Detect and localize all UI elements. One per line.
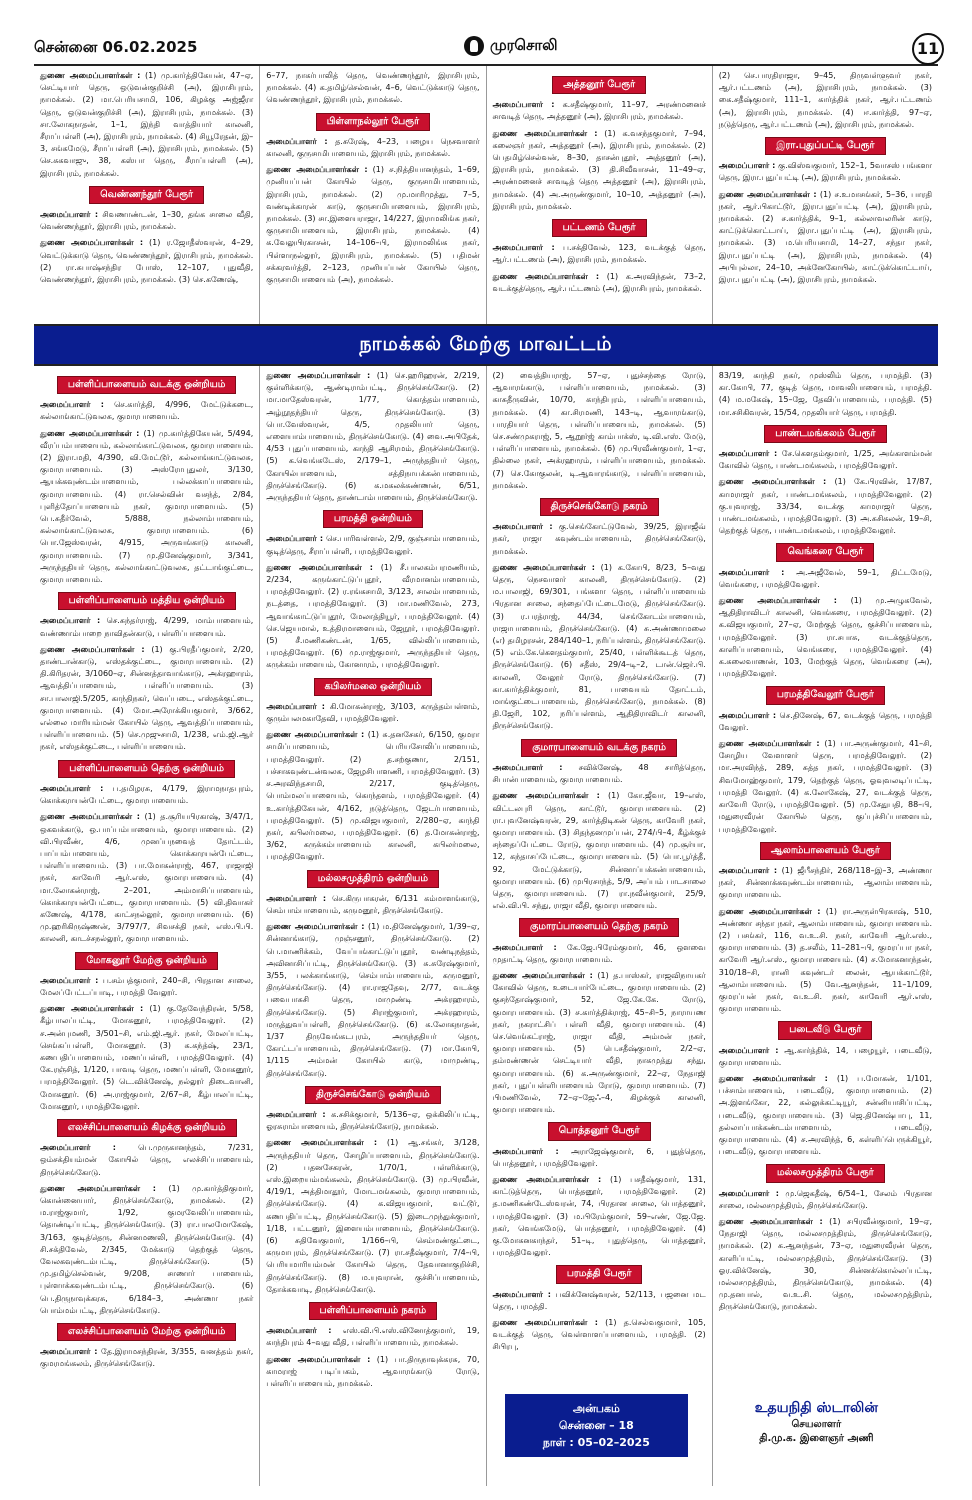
entry-text: (1) செ.ஹரிஹரன், 2/219, குள்ளிக்காடு, ஆண்டிராம்பட்டி, திருச்செங்கோடு. (2) மா.மாதேஸ்வரன், 1/77, கொத்தம்பாளையம், அழ்நூதந்தியர் தெரு, திருச்செங்கோடு. (3) பொ.வேஸ்வரன், 4/5, முதலியார் தெரு, எளையாம்பாளையம், திருச்செங்கோடு. (4) வை.அபிதேக், 4/53 புதுப்பாளையம், காந்தி ஆசிரமம், திருச்செங்கோடு. (5) க.வெங்கடேஸ், 2/179–1, அருந்ததியர் தெரு, கோயில்பாளையம், சத்திநாயக்கன்பாளையம், திருச்செங்கோடு. (6) க.மகலக்கண்ணன், 6/51, அருந்ததியர் தெரு, தாண்டாம்பாளையம், திருச்செங்கோடு. xyxy=(266,371,480,503)
entry-label: துணை அமைப்பாளர்கள் : xyxy=(492,562,595,572)
entry-label: அமைப்பாளர் : xyxy=(266,1326,332,1336)
section-heading: மல்லசமுத்திரம் ஒன்றியம் xyxy=(307,870,439,888)
member-entry xyxy=(719,189,932,287)
section-heading: பொத்தனூர் பேரூர் xyxy=(548,1122,651,1140)
entry-text: மு.ஜெகதீஷ், 6/54–1, சேலம் பிரதான சாலை, மல்லசமுத்திரம், திருச்செங்கோடு. xyxy=(718,1188,933,1210)
member-entry xyxy=(719,1188,932,1212)
section-heading: மோகனூர் மேற்கு ஒன்றியம் xyxy=(75,952,217,970)
member-entry xyxy=(719,865,932,902)
entry-text: (1) ஆ.சங்கர், 3/128, அருந்ததியர் தெரு, சோழிப்பாளையம், திருச்செங்கோடு. (2) பதனசேகரன், 1/70/1, பள்ளிக்காடு, எஸ்.இறையம்மங்கலம், திருச்செங்கோடு. (3) மு.பிரவீன், 4/19/1, அத்திமாதூர், மோடமங்கலம், குமாரபாளையம், திருச்செங்கோடு. (4) க.விஜயகுமார், வட்டூர், கணபதிப்பட்டி, திருச்செங்கோடு. (5) இடைமுந்துக்குமார், 1/18, பட்டனூர், இளையம்பாளையம், திருச்செங்கோடு. (6) சுதிவேகுமார், 1/166–பி, செம்மண்குட்டை, கருமாபுரம், திருச்செங்கோடு. (7) ரா.சதீஷ்குமார், 7/4–பி, பெரியமாரியம்மன் கோயில் தெரு, தேவானாகுறிச்சி, திருச்செங்கோடு. (8) ம.யுவரான், குச்சிப்பாளையம், தோக்கவாடி, திருச்செங்கோடு. xyxy=(266,1138,480,1294)
entry-label: துணை அமைப்பாளர்கள் : xyxy=(492,791,600,801)
signatory-name: உதயநிதி ஸ்டாலின் xyxy=(754,1400,878,1416)
entry-text: 83/19, காந்தி நகர், முஸ்லிம் தெரு, பரமத்தி. (3) கா.கோபி, 77, குடித் தெரு, மாவலிபாளையம், பரமத்தி. (4) ம.மகேஷ், 15–ஜே, தேவிப்பாளையம், பரமத்தி. (5) மா.சசிகிவரன், 15/54, முதலியார் தெரு, பரமத்தி. xyxy=(718,371,932,417)
address-box xyxy=(505,1394,688,1457)
entry-label: துணை அமைப்பாளர்கள் : xyxy=(718,1073,828,1083)
entry-label: அமைப்பாளர் : xyxy=(492,1146,559,1156)
entry-text: (2) செ.பாரதிராஜா, 9–45, திருவள்ளுவர் நகர், ஆர்.பட்டணம் (அ), இராசிபுரம், நாமக்கல். (3) கை.சதீஷ்குமார், 111–1, கார்த்திக் நகர், ஆர்.பட்டணம் (அ), இராசிபுரம், நாமக்கல். (4) ஈ.கார்த்தி, 97–ஏ, நடுத்தெரு, ஆர்.பட்டணம் (அ), இராசிபுரம், நாமக்கல். xyxy=(718,71,932,129)
member-entry xyxy=(493,99,706,123)
entry-text: (1) த.செல்வகுமார், 105, வடக்குத் தெரு, வெள்ளாளப்பாளையம், பரமத்தி. (2) சிபிரபு, xyxy=(492,1318,706,1352)
entry-text: செ.சுந்தர்ராஜ், 4/299, மாம்பாளையம், வண்ணாம்பாறை நாவிதன்காடு, பள்ளிப்பாளையம். xyxy=(40,616,254,638)
member-entry xyxy=(493,1317,706,1354)
member-entry xyxy=(40,615,253,639)
entry-label: அமைப்பாளர் : xyxy=(718,449,778,459)
member-entry xyxy=(493,521,706,558)
district-banner: நாமக்கல் மேற்கு மாவட்டம் xyxy=(34,324,938,366)
section-heading: மல்லசமுத்திரம் பேரூர் xyxy=(766,1164,885,1182)
member-entry xyxy=(266,921,479,1080)
entry-label: அமைப்பாளர் : xyxy=(718,567,785,577)
bottom-section xyxy=(34,366,938,1486)
entry-text: (1) ச.நித்தியானந்தம், 1–69, முனியப்பன் கோயில் தெரு, குருசாமிபாளையம், இராசிபுரம், நாமக்கல். (2) மு.மாரிமுத்து, 7–5, வண்டிக்காரன் காடு, குருசாமிபாளையம், இராசிபுரம், நாமக்கல். (3) சா.இளையராஜா, 14/227, இராமலிங்க நகர், குருசாமிபாளையம், இராசிபுரம், நாமக்கல். (4) க.வேலுபிரகாசன், 14–106–பி, இராமலிங்க நகர், பிள்ளாநல்லூர், இராசிபுரம், நாமக்கல். (5) பதிமன் சக்கரவர்த்தி, 2–123, முனியப்பன் கோயில் தெரு, குருசாமிபாளையம் (அ), நாமக்கல். xyxy=(266,165,480,285)
member-entry xyxy=(40,644,253,754)
entry-label: துணை அமைப்பாளர்கள் : xyxy=(266,922,365,932)
entry-label: துணை அமைப்பாளர்கள் : xyxy=(718,739,820,749)
member-entry xyxy=(266,1109,479,1133)
member-entry xyxy=(266,533,479,557)
entry-text: அராஜேஷ்குமார், 6, புதுத்தெரு, பொத்தனூர், பரமத்திவேலூர். xyxy=(492,1146,706,1168)
member-entry xyxy=(493,1174,706,1259)
member-entry xyxy=(266,1137,479,1296)
entry-text: ப.சக்திவேல், 123, வடக்குத் தெரு, ஆர்.பட்டணம் (அ), இராசிபுரம், நாமக்கல். xyxy=(492,243,706,265)
entry-label: அமைப்பாளர் : xyxy=(492,762,563,772)
member-entry xyxy=(493,762,706,786)
member-entry xyxy=(493,942,706,966)
entry-label: துணை அமைப்பாளர்கள் : xyxy=(40,812,140,822)
entry-label: அமைப்பாளர் : xyxy=(492,243,555,253)
entry-label: அமைப்பாளர் : xyxy=(40,975,99,985)
entry-label: துணை அமைப்பாளர்கள் : xyxy=(40,1004,144,1014)
section-heading: திருச்செங்கோடு ஒன்றியம் xyxy=(305,1086,441,1104)
entry-label: துணை அமைப்பாளர்கள் : xyxy=(492,970,593,980)
signatory-box xyxy=(694,1394,939,1457)
member-entry xyxy=(266,562,479,672)
member-entry xyxy=(719,160,932,184)
entry-text: (1) த.பாஸ்கர், ராஜவிநாயகர் கோவில் தெரு, உடையார்பேட்டை, குமாரபாளையம். (2) குசந்தோஷ்குமார், 52, ஜே.கே.கே. ரோடு, குமாரபாளையம். (3) ச.கார்த்திக்ராஜ், 45–சி–5, நாராயண நகர், நகராட்சிப் பள்ளி வீதி, குமாரபாளையம். (4) செ.வெங்கட்ராஜ், ராஜா வீதி, அம்மன் நகர், குமாரபாளையம். (5) பெ.சதீஷ்குமார், 2/2–ஏ, தம்மண்ணன் செட்டியார் வீதி, நாகமுத்து சந்து, குமாரபாளையம். (6) க.அருண்குமார், 22–ஏ, நேதாஜி நகர், புதுப்பள்ளிபாளையம் ரோடு, குமாரபாளையம். (7) பிமணிவேல், 72–ஏ–ஜேஃ–4, கிழக்குக் காலனி, குமாரபாளையம். xyxy=(492,970,706,1115)
member-entry xyxy=(266,136,479,160)
member-entry xyxy=(493,1146,706,1170)
member-entry xyxy=(719,1045,932,1069)
entry-label: துணை அமைப்பாளர்கள் : xyxy=(40,71,141,80)
member-entry xyxy=(719,1073,932,1158)
member-entry xyxy=(493,128,706,213)
member-entry xyxy=(719,738,932,836)
member-entry xyxy=(719,70,932,131)
section-heading: பள்ளிப்பாளையம் வடக்கு ஒன்றியம் xyxy=(57,376,236,394)
section-heading: திருச்செங்கோடு நகரம் xyxy=(540,498,659,516)
member-entry xyxy=(493,970,706,1116)
member-entry xyxy=(493,790,706,912)
section-heading: வெங்கரை பேரூர் xyxy=(776,543,874,561)
member-entry xyxy=(719,476,932,537)
entry-label: அமைப்பாளர் : xyxy=(40,210,99,220)
section-heading: பட்டணம் பேரூர் xyxy=(552,219,647,237)
bottom-column-4-list xyxy=(719,370,932,1314)
member-entry xyxy=(266,164,479,286)
entry-text: (1) க.வசந்தகுமார், 7–94, கலைஞர் நகர், அத்தனூர் (அ), இராசிபுரம், நாமக்கல். (2) பெதமிழ்செல்வன், 8–30, தாசன்புதூர், அத்தனூர் (அ), இராசிபுரம், நாமக்கல். (3) தி.சிவீவாசன், 11–49–ஏ, அரண்மனைச் சாவடித் தெரு அத்தனூர் (அ), இராசிபுரம், நாமக்கல். (4) அ.அருண்குமார், 10–10, அத்தனூர் (அ), இராசிபுரம், நாமக்கல். xyxy=(492,128,706,211)
entry-text: தே.இராமசந்திரன், 3/355, வனத்தம் நகர், குமரமங்கலம், திருச்செங்கோடு. xyxy=(40,1347,254,1369)
section-heading: எலச்சிப்பாளையம் மேற்கு ஒன்றியம் xyxy=(57,1323,236,1341)
member-entry xyxy=(266,1325,479,1349)
entry-text: செ.பாரிவள்ளல், 2/9, குஞ்சாம்பாளையம், குடித்தெரு, சீராப்பள்ளி, பரமத்திவேலூர். xyxy=(266,534,480,556)
entry-text: (1) க.அரவிந்தன், 73–2, வடக்குத்தெரு, ஆர்.பட்டணம் (அ), இராசிபுரம், நாமக்கல். xyxy=(492,271,706,293)
member-entry xyxy=(40,975,253,999)
address-line-1: அன்பகம் xyxy=(572,1402,620,1415)
member-entry xyxy=(266,701,479,725)
entry-text: (1) பா.திருநாவுக்கரசு, 70, காமராஜ் படிப்பகம், ஆவாரங்காடு ரோடு, பள்ளிப்பாளையம், நாமக்கல். xyxy=(266,1354,480,1389)
section-heading: ஆலாம்பாளையம் பேரூர் xyxy=(760,842,891,860)
section-heading: பிள்ளாநல்லூர் பேரூர் xyxy=(316,113,430,131)
entry-label: அமைப்பாளர் : xyxy=(266,534,324,544)
member-entry xyxy=(40,1142,253,1179)
member-entry xyxy=(266,1354,479,1391)
entry-label: துணை அமைப்பாளர்கள் : xyxy=(266,1354,371,1364)
entry-text: (1) மு.கார்த்திகேயன், 47–ஏ, செட்டியார் தெரு, ஒடுவன்குறிச்சி (அ), இராசிபுரம், நாமக்கல். (2) மா.பெரியசாமி, 106, கிழக்கு அஜ்ஜீரா தெரு, ஒடுவன்குறிச்சி (அ), இராசிபுரம், நாமக்கல். (3) சா.லோகநாதன், 1–1, இந்தி வாத்தியார் காலனி, சீராப்பள்ளி (அ), இராசிபுரம், நாமக்கல். (4) சியூரேதன், இ–3, சங்கமேடு, சீராப்பள்ளி (அ), இராசிபுரம், நாமக்கல். (5) செ.சுகவாஜு, 38, கஸ்பா தெரு, சீராப்பள்ளி (அ), இராசிபுரம், நாமக்கல். xyxy=(40,71,254,178)
member-entry xyxy=(40,783,253,807)
paper-name: முரசொலி xyxy=(490,36,558,54)
entry-text: (1) சபிரவீன்குமார், 19–ஏ, நேதாஜி தெரு, மல்லசமுத்திரம், திருச்செங்கோடு, நாமக்கல். (2) க.ஆனந்தன், 73–ஏ, மதுரைவீரன் தெரு, காளிப்பட்டி, மல்லசமுத்திரம், திருச்செங்கோடு. (3) ஓர.விக்னேஷ், 30, சின்னக்கொல்லப்பட்டி, மல்லசமுத்திரம், திருச்செங்கோடு, நாமக்கல். (4) மு.தனபால், வ.உ.சி. தெரு, மல்லசமுத்திரம், திருச்செங்கோடு, நாமக்கல். xyxy=(718,1216,932,1312)
top-column-3 xyxy=(487,66,713,324)
section-heading: பள்ளிப்பாளையம் நகரம் xyxy=(309,1302,438,1320)
entry-label: துணை அமைப்பாளர்கள் : xyxy=(266,371,371,380)
entry-text: (1) மு.கார்த்திகேயன், 5/494, வீரப்பம்பாளையம், கல்லாங்காட்டுவலசு, குமாரபாளையம். (2) இரா.மதி, 4/390, வி.மேட்டூர், கல்லாங்காட்டுவலசு, குமாரபாளையம். (3) அஸ்ரோபுதுலர், 3/130, ஆயக்கவுண்டம்பாளையம், பல்லக்காப்பாளையம், குமாரபாளையம். (4) ரா.செல்வின் வசந்த், 2/84, புளித்தோப்பாளையம் நகர், குமாரபாளையம். (5) பெ.சுதீர்வேல், 5/888, நல்லாம்பாளையம், கல்லாங்காட்டுவலசு, குமாரபாளையம். (6) பொ.ஜேஸ்வரன், 4/915, அருவங்காடு காலனி, குமாரபாளையம். (7) மு.தினேஷ்குமார், 3/341, அருந்ததியர் தெரு, கல்லாங்காட்டுவலசு, தட்டாங்குட்டை, குமாரபாளையம். xyxy=(40,428,254,585)
entry-text: க.சசிக்குமார், 5/136–ஏ, ஒக்கிலிப்பட்டி, ஓரசுராம்பாளையம், திருச்செங்கோடு, நாமக்கல். xyxy=(266,1109,480,1132)
section-heading: குமாரபாளையம் வடக்கு நகரம் xyxy=(521,739,677,757)
entry-text: (1) மு.கார்த்திகுமார், கொன்னையார், திருச்செங்கோடு, நாமக்கல். (2) ம.ராஜ்குமார், 1/92, குமரவேலிப்பாளையம், தொண்டிப்பட்டி, திருச்செங்கோடு. (3) ரா.பாலமோகேஷ், 3/163, குடித்தெரு, சின்னமணலி, திருச்செங்கோடு. (4) சி.சக்திவேல், 2/345, மேக்காடு தெற்குத் தெரு, வேலகவுண்டம்பட்டி, திருச்செங்கோடு. (5) மு.தமிழ்செல்வன், 9/208, சாணார் பாளையம், புள்ளாக்கவுண்டம்பட்டி, திருச்செங்கோடு. (6) பெ.திருநாவுக்கரசு, 6/184–3, அண்ணா நகர் பொம்மம்பட்டி, திருச்செங்கோடு. xyxy=(40,1183,254,1315)
member-entry xyxy=(719,370,932,419)
entry-text: எஸ்.வி.பி.எஸ்.வினோத்குமார், 19, காந்திபுரம் 4–வது வீதி, பள்ளிப்பாளையம், நாமக்கல். xyxy=(266,1326,480,1348)
member-entry xyxy=(40,237,253,286)
member-entry xyxy=(493,370,706,492)
member-entry xyxy=(719,906,932,1016)
entry-text: (1) கோ.ஜீவா, 19–எஸ், விட்டலபுரி தெரு, காட்டூர், குமாரபாளையம். (2) ரா.புவனேஷ்வரன், 29, கார்த்திடிகன் தெரு, காவேரி நகர், குமாரபாளையம். (3) சிதந்தனமுப்பன், 274/பி–4, கீழ்க்குச் சந்தைப்பேட்டை ரோடு, குமாரபாளையம். (4) மு.சூர்யா, 12, கந்தாசப்பேட்டை, குமாரபாளையம். (5) பொ.பூர்த்தீ, 92, மேட்டுக்காடு, சின்னாப்பக்கன்பாளையம், குமாரபாளையம். (6) முபிரசாந்த், 5/9, அப்பம் பாடசாலை தெரு, குமாரபாளையம். (7) ரா.நவீன்குமார், 25/9, எல்.வி.பி. சந்து, ராஜா வீதி, குமாரபாளையம். xyxy=(492,791,706,911)
member-entry xyxy=(266,370,479,504)
section-heading: பரமத்தி பேரூர் xyxy=(556,1265,643,1283)
entry-text: (1) சு.தனசேகர், 6/150, குமரா சாமிப்பாளையம், பெரியசோலிப்பாளையம், பரமத்திவேலூர். (2) த.சற்குணா, 2/151, பச்சாகவுண்டன்வலசு, ஜேழசிபாளணி, பரமத்திவேலூர். (3) ச.அரவிந்தசாமி, 2/217, குடித்தெரு, பொம்மலப்பாளையம், கொந்தளம், பரமத்திவேலூர். (4) உ.கார்த்திகேயன், 4/162, நடுத்தெரு, ஜேடர்பாளையம், பரமத்திவேலூர். (5) மு.விஜயகுமார், 2/280–ஏ, காந்தி நகர், கபிலர்மலை, பரமத்திவேலூர். (6) த.மோகன்ராஜ், 3/62, கருக்கம்பாளையம் காலனி, கபிலர்மலை, பரமத்திவேலூர். xyxy=(266,730,480,862)
member-entry xyxy=(719,448,932,472)
entry-label: அமைப்பாளர் : xyxy=(266,701,325,711)
entry-label: துணை அமைப்பாளர்கள் : xyxy=(266,1138,378,1148)
section-heading: பரமத்திவேலூர் பேரூர் xyxy=(766,686,885,704)
masthead xyxy=(34,0,938,66)
entry-text: க.சதீஷ்குமார், 11–97, அரண்மனைச் சாவடித் தெரு, அத்தனூர் (அ), இராசிபுரம், நாமக்கல். xyxy=(492,100,706,122)
member-entry xyxy=(266,729,479,863)
entry-text: கி.மோகன்ராஜ், 3/103, கருத்தம்பள்ளம், குரும்பலமகாதேவி, பரமத்திவேலூர். xyxy=(266,701,480,724)
member-entry xyxy=(493,562,706,733)
entry-label: அமைப்பாளர் : xyxy=(40,1143,116,1153)
member-entry xyxy=(266,70,479,107)
entry-text: செ.கிருபாகரன், 6/131 கம்மாளங்காடு, செம்பாம்பாளையம், கருமனூர், திருச்செங்கோடு. xyxy=(266,893,480,915)
entry-label: துணை அமைப்பாளர்கள் : xyxy=(40,644,145,654)
member-entry xyxy=(40,70,253,180)
entry-text: சவிக்னேஷ், 48 சாரித்தெரு, சிபான்பாளையம், குமாரபாளையம். xyxy=(492,762,706,785)
entry-text: த.சுரேஷ், 4–23, பழைய நெசவாளர் காலனி, குருசாமிபாளையம், இராசிபுரம், நாமக்கல். xyxy=(266,136,480,159)
address-line-2: சென்னை – 18 xyxy=(558,1419,634,1432)
entry-label: அமைப்பாளர் : xyxy=(40,783,104,793)
entry-label: அமைப்பாளர் : xyxy=(718,161,776,171)
entry-label: அமைப்பாளர் : xyxy=(40,400,104,410)
entry-label: துணை அமைப்பாளர்கள் : xyxy=(492,1174,602,1184)
entry-text: ப.சம்பத்குமார், 240–சி, பிரதான சாலை, மேலப்பேட்டப்பாடி, பரமத்தி வேலூர். xyxy=(40,975,254,997)
entry-text: கு.செங்கோட்டுவேல், 39/25, இராஜீவ் நகர், ராஜா கவுண்டம்பாளையம், திருச்செங்கோடு, நாமக்கல். xyxy=(492,522,706,556)
entry-text: பவிக்னேஷ்வரன், 52/113, பஜனை மட தெரு, பரமத்தி. xyxy=(492,1289,706,1311)
entry-text: சிவணாண்டன், 1–30, தங்க சாலை வீதி, வெண்ணந்தூர், இராசிபுரம், நாமக்கல். xyxy=(40,210,254,232)
member-entry xyxy=(40,209,253,233)
top-section xyxy=(34,66,938,324)
entry-text: கு.விஸ்வகுமார், 152–1, 5வாசஸ் பங்களா தெரு, இரா.புதுப்பட்டி (அ), இராசிபுரம், நாமக்கல். xyxy=(718,161,932,183)
section-heading: பரமத்தி ஒன்றியம் xyxy=(323,510,423,528)
member-entry xyxy=(493,1289,706,1313)
entry-label: துணை அமைப்பாளர்கள் : xyxy=(718,189,817,199)
entry-label: அமைப்பாளர் : xyxy=(492,942,557,952)
member-entry xyxy=(719,1216,932,1314)
masthead-date: சென்னை 06.02.2025 xyxy=(34,38,198,56)
entry-text: (1) த.சூரியபிரகாஷ், 3/47/1, ஒகவக்காடு, ஒ.பாப்பம்பாளையம், குமாரபாளையம். (2) வி.பிரவீண், 4/6, முனப்பநவைத் தோட்டம், பாப்பம்பாளையம், கொக்காரயன்பேட்டை, பள்ளிப்பாளையம். (3) பா.மோகன்ராஜ், 467, ராஜாஜி நகர், காவேரி ஆர்.எஸ், குமாரபாளையம். (4) மா.லோகன்ராஜ், 2–201, அம்மாசிப்பாளையம், கொக்காரயன்பேட்டை, குமாரபாளையம். (5) வி.திவாகர் கணேஷ், 4/178, காட்சநல்லூர், குமாரபாளையம். (6) மு.ஹரிகிருஷ்ணன், 3/797/7, சிவசக்தி நகர், எஸ்.பி.பி. காலனி, காடச்சநல்லூர், குமாரபாளையம். xyxy=(40,812,254,944)
rising-sun-emblem-icon xyxy=(464,36,484,56)
entry-label: துணை அமைப்பாளர்கள் : xyxy=(40,428,140,438)
signature-footer xyxy=(505,1394,939,1457)
entry-text: (1) கே.பிரவின், 17/87, காமராஜர் நகர், பாண்டமங்கலம், பரமத்திவேலூர். (2) கு.யுவராஜ், 33/34, வடக்கு காமராஜர் தெரு, பாண்டமங்கலம், பரமத்திவேலூர். (3) அ.சுசிகலன், 19–சி, தெற்குத் தெரு, பாண்டமங்கலம், பரமத்திவேலூர். xyxy=(718,477,933,536)
entry-text: (1) க.கோபி, 8/23, 5–வது தெரு, நெசவாளர் காலனி, திருச்செங்கோடு. (2) ம.பாலாஜி, 69/301, பங்களா தெரு, பள்ளிப்பாளையம் பிரதான சாலை, சந்தைப்பேட்டைமேடு, திருச்செங்கோடு. (3) ர.பரத்ராஜ், 44/34, செங்கோடம்பாளையம், ராஜாபாளையம், திருச்செங்கோடு. (4) சு.அண்ணாமலை (எ) தமிழரசன், 284/140–1, நரிப்பள்ளம், திருச்செங்கோடு. (5) எம்.கே.கௌதம்குமார், 25/40, பள்ளிக்கூடத் தெரு, திருச்செங்கோடு. (6) சதீஸ், 29/4–டி–2, டான்.ஜெர்.பி. காலனி, வேலூர் ரோடு, திருச்செங்கோடு. (7) கா.கார்த்திக்குமார், 81, பாவையம் தோட்டம், மாங்குட்டைபாளையம், திருச்செங்கோடு, நாமக்கல். (8) தி.ஜேரி, 102, நரிப்பள்ளம், ஆதிதிராவிடர் காலனி, திருச்செங்கோடு. xyxy=(492,562,706,731)
top-column-2 xyxy=(260,66,486,324)
section-heading: எலச்சிப்பாளையம் கிழக்கு ஒன்றியம் xyxy=(57,1119,237,1137)
entry-label: துணை அமைப்பாளர்கள் : xyxy=(492,128,598,138)
member-entry xyxy=(40,811,253,945)
section-heading: குமாரப்பாளையம் தெற்கு நகரம் xyxy=(519,918,679,936)
bottom-column-2 xyxy=(260,366,486,1486)
member-entry xyxy=(40,399,253,423)
entry-text: (1) ப.மோகன், 1/101, பச்சாம்பாளையம், படைவீடு, குமாரபாளையம். (2) அ.இளங்கோ, 22, கல்லுக்கட்டியூர், சன்னியாசிப்பட்டி, படைவீடு, குமாரபாளையம். (3) ஜெ.தினேஷ்பாபு, 11, தல்லாப்பாக்கண்டம்பாளையம், படைவீடு, குமாரபாளையம். (4) ச.அரவிந்த், 6, கள்ளிப்பெருக்கியூர், படைவீடு, குமாரபாளையம். xyxy=(718,1073,932,1157)
masthead-title xyxy=(464,36,558,56)
entry-text: (1) ரா.அருள்பிரகாஷ், 510, அண்ணா சந்தா நகர், ஆலாம்பாளையம், குமாரபாளையம். (2) பசங்கர், 116, வ.உ.சி. நகர், காவேரி ஆர்.எஸ்., குமாரபாளையம். (3) த.சலீம், 11–281–பி, குமரப்பா நகர், காவேரி ஆர்.எஸ்., குமாரபாளையம். (4) ச.மோகனாந்தன், 310/18–சி, ரானி கவுண்டர் லைன், ஆயக்காட்டூர், ஆலாம்பாளையம். (5) வே.ஆனந்தன், 11–1/109, குமரப்பன் நகர், வ.உ.சி. நகர், காவேரி ஆர்.எஸ், குமாரபாளையம். xyxy=(718,906,932,1014)
entry-label: அமைப்பாளர் : xyxy=(40,1347,98,1357)
entry-text: 6–77, நாகர்பாலித் தெரு, வெண்ணந்தூர், இராசிபுரம், நாமக்கல். (4) க.தமிழ்செல்வன், 4–6, வெட்டுக்காடு தெரு, வெண்ணந்தூர், இராசிபுரம், நாமக்கல். xyxy=(266,71,480,105)
member-entry xyxy=(40,428,253,587)
member-entry xyxy=(266,893,479,917)
entry-text: (1) பசதீஷ்குமார், 131, காட்டுத்தெரு, பொத்தனூர், பரமத்திவேலூர். (2) த.மணிகண்டேஸ்வரன், 74, பிரதான சாலை, பொத்தனூர், பரமத்திவேலூர். (3) ம.பிரேம்குமார், 59–எண், ஜே.ஜே. நகர், வெங்கமேடு, பொத்தனூர், பரமத்திவேலூர். (4) கு.மோகனகாந்தர், 51–டி, புதுத்தெரு, பொத்தனூர், பரமத்திவேலூர். xyxy=(492,1174,706,1258)
bottom-column-1 xyxy=(34,366,260,1486)
entry-label: துணை அமைப்பாளர்கள் : xyxy=(492,1318,598,1328)
entry-label: அமைப்பாளர் : xyxy=(718,865,778,875)
entry-label: துணை அமைப்பாளர்கள் : xyxy=(40,1183,156,1193)
entry-text: (1) சீ.பாலகம்பரமணியம், 2/234, கருங்காட்டுப்புதூர், வீரமானம்பாளையம், பரமத்திவேலூர். (2) ர.ரங்கசாமி, 3/123, சாலம்பாளையம், நடத்தை, பரமத்திவேலூர். (3) மா.மணிவேல், 273, ஆவாங்காட்டுப்புதூர், மேலாத்தியூர், பரமத்திவேலூர். (4) செ.ஜெயமால், உத்திரமாளையம், ஜேநூர், பரமத்திவேலூர். (5) சீ.மணிகண்டன், 1/65, வில்லிப்பாளையம், பரமத்திவேலூர். (6) மு.ராஜ்குமார், அருந்ததியர் தெரு, கருக்கம்பாளையம், கோனாரம், பரமத்திவேலூர். xyxy=(266,562,480,670)
section-heading: படைவீடு பேரூர் xyxy=(778,1021,872,1039)
member-entry xyxy=(493,242,706,266)
entry-label: துணை அமைப்பாளர்கள் : xyxy=(266,730,365,740)
top-column-1 xyxy=(34,66,260,324)
entry-text: கே.ஜே.பிரேம்குமார், 46, ஒளவை முதாட்டி தெரு, குமாரபாளையம். xyxy=(492,942,706,964)
page-number: 11 xyxy=(912,33,944,65)
member-entry xyxy=(493,271,706,295)
entry-text: சே.கௌதம்குமார், 1/25, அங்காளம்மன் கோவில் தெரு, பாண்டமங்கலம், பரமத்திவேலூர். xyxy=(718,449,933,471)
entry-text: (1) ஜீபீசந்திர், 268/118–இ–3, அண்ணா நகர், சின்னாக்கவுண்டம்பாளையம், ஆலாம்பாளையம், குமாரபாளையம். xyxy=(718,865,932,900)
member-entry xyxy=(719,595,932,680)
section-heading: அத்தனூர் பேரூர் xyxy=(552,76,646,94)
entry-text: (1) கு.பிரதீப்குமார், 2/20, தாண்டான்காடு, எஸ்தக்குட்டை, குமாரபாளையம். (2) தி.கிரிதரன், 3/1060–ஏ, சின்னத்தாவாங்காடு, அக்ரஹாரம், ஆவத்திப்பாளையம், பள்ளிப்பாளையம். (3) சா.பாலாஜி.5/205, காந்திநகர், வெப்படை, எஸ்தக்குட்டை, குமாரபாளையம். (4) மோ.அரோக்கியகுமார், 3/662, எல்லை மாரியம்மன் கோயில் தெரு, ஆவத்திப்பாளையம், பள்ளிப்பாளையம். (5) செ.முஜுசாமி, 1/238, எம்.ஜி.ஆர் நகர், எஸ்தக்குட்டை, பள்ளிப்பாளையம். xyxy=(40,644,254,752)
entry-text: ப.தமிழரசு, 4/179, இராமநாதபுரம், கொக்கராயன்பேட்டை, குமாரபாளையம். xyxy=(40,783,254,806)
entry-text: (1) பா.அருண்குமார், 41–சி, சோழிய வேளாளர் தெரு, பரமத்திவேலூர். (2) மா.அரவிந்த், 289, சுத்த நகர், பரமத்திவேலூர். (3) சிவமோஹ்குமார், 179, தெற்குத் தெரு, ஓவுவலடிப்பட்டி, பரமத்தி வேலூர். (4) க.லோகேஷ், 27, வடக்குத் தெரு, காவேரி ரோடு, பரமத்திவேலூர். (5) மு.சேதுபதி, 88–பி, மதுரைவீரன் கோயில் தெரு, குப்புச்சிப்பாளையம், பரமத்திவேலூர். xyxy=(718,739,932,834)
entry-text: (1) ர.ஜோதீஸ்வரன், 4–29, வெட்டுக்காடு தெரு, வெண்ணந்தூர், இராசிபுரம், நாமக்கல். (2) ரா.சுபாஷ்சந்திர போஸ், 12–107, புதுவீதி, வெண்ணந்தூர், இராசிபுரம், நாமக்கல். (3) செ.கணேஷ், xyxy=(40,238,254,285)
section-heading: இரா.புதுப்பட்டி பேரூர் xyxy=(765,137,885,155)
entry-text: பெ.முருகானந்தம், 7/231, ஒம்சக்தியம்மன் கோயில் தெரு, எலச்சிப்பாளையம், திருச்செங்கோடு. xyxy=(40,1143,254,1177)
entry-label: துணை அமைப்பாளர்கள் : xyxy=(266,165,368,175)
section-heading: கபிலர்மலை ஒன்றியம் xyxy=(314,678,433,696)
notice-date: நாள் : 05–02–2025 xyxy=(542,1436,650,1449)
entry-label: துணை அமைப்பாளர்கள் : xyxy=(492,271,600,281)
entry-label: அமைப்பாளர் : xyxy=(492,522,553,532)
bottom-column-3 xyxy=(487,366,713,1486)
section-heading: வெண்ணந்தூர் பேரூர் xyxy=(89,186,204,204)
signatory-org: தி.மு.க. இளைஞர் அணி xyxy=(759,1433,874,1444)
entry-label: அமைப்பாளர் : xyxy=(266,893,327,903)
entry-text: (1) ம.தினேஷ்குமார், 1/39–ஏ, சின்னாங்காடு, முஞ்சனூர், திருச்செங்கோடு. (2) பெ.மாணிக்கம், வேப்பங்காட்டுப்புதூர், வண்டிநத்தம், அவினாசிப்பட்டி, திருச்செங்கோடு. (3) சு.சுரேஷ்குமார், 3/55, பலக்காங்காடு, செம்பாம்பாளையம், கருமனூர், திருச்செங்கோடு. (4) ரா.ராஜதேவு, 2/77, வடக்கு பவைபாசுசி தெரு, மாமுண்டி அக்ரஹாரம், திருச்செங்கோடு. (5) சிராஜ்குமார், அக்ரஹாரம், மருத்துவப்பள்ளி, திருச்செங்கோடு. (6) க.லோகநாதன், 1/37 திருவேங்கடபுரம், அருந்ததியர் தெரு, கோட்டப்பாளையம், திருச்செங்கோடு. (7) மா.கோபி, 1/115 அம்மன் கோயில் காடு, மாமுண்டி, திருச்செங்கோடு. xyxy=(266,922,480,1078)
top-column-4 xyxy=(713,66,938,324)
member-entry xyxy=(719,567,932,591)
entry-label: அமைப்பாளர் : xyxy=(266,1109,326,1119)
entry-text: செ.தினேஷ், 67, வடக்குத் தெரு, பரமத்தி வேலூர். xyxy=(718,710,932,732)
bottom-column-4 xyxy=(713,366,938,1486)
entry-label: அமைப்பாளர் : xyxy=(492,1289,551,1299)
entry-label: அமைப்பாளர் : xyxy=(718,710,777,720)
section-heading: பள்ளிப்பாளையம் மத்திய ஒன்றியம் xyxy=(58,592,236,610)
entry-label: துணை அமைப்பாளர்கள் : xyxy=(718,906,821,916)
entry-label: துணை அமைப்பாளர்கள் : xyxy=(266,562,373,572)
entry-label: அமைப்பாளர் : xyxy=(40,616,101,626)
member-entry xyxy=(40,1003,253,1113)
entry-label: அமைப்பாளர் : xyxy=(492,100,555,110)
member-entry xyxy=(40,1346,253,1370)
entry-text: செ.கார்த்தி, 4/996, மேட்டுக்கடை, கல்லாங்காட்டுவலசு, குமாரபாளையம். xyxy=(40,400,254,422)
entry-label: அமைப்பாளர் : xyxy=(718,1188,779,1198)
section-heading: பாண்டமங்கலம் பேரூர் xyxy=(764,425,886,443)
entry-text: அ.அஜீவேல், 59–1, திட்டமேடு, வெங்கரை, பரமத்திவேலூர். xyxy=(718,567,932,589)
entry-text: (1) மு.அழுகவேல், ஆதிதிராவிடர் காலனி, வெங்கரை, பரமத்திவேலூர். (2) க.விஜயகுமார், 27–ஏ, மேற்குத் தெரு, குச்சிப்பாளையம், பரமத்திவேலூர். (3) ரா.சபாசு, வடக்குத்தெரு, காளிப்பாளையம், வெங்கரை, பரமத்திவேலூர். (4) க.கலைவாணன், 103, மேற்குத் தெரு, வெங்கரை (அ), பரமத்திவேலூர். xyxy=(718,596,932,679)
entry-label: அமைப்பாளர் : xyxy=(266,136,328,146)
member-entry xyxy=(40,1183,253,1317)
entry-label: துணை அமைப்பாளர்கள் : xyxy=(718,477,827,487)
signatory-role: செயலாளர் xyxy=(791,1419,842,1430)
entry-text: (2) வைத்தியராஜ், 57–ஏ, புதுச்சந்தை ரோடு, ஆவாரங்காடு, பள்ளிப்பாளையம், நாமக்கல். (3) காசுதீருவின், 10/70, காந்திபுரம், பள்ளிப்பாளையம், நாமக்கல். (4) கா.சிரமணி, 143–டி, ஆவாரங்காடு, பாரதியார் தெரு, பள்ளிப்பாளையம், நாமக்கல். (5) செ.சண்முகராஜ், 5, ஆறூர்ஜ் காம்பாக்ஸ், டி.வி.எஸ். மேடு, பள்ளிப்பாளையம், நாமக்கல். (6) மு.பிரவீண்குமார், 1–ஏ, தில்லை நகர், அக்ரஹாரம், பள்ளிப்பாளையம், நாமக்கல். (7) செ.கோகுலன், டி.ஆவாரங்காடு, பள்ளிப்பாளையம், நாமக்கல். xyxy=(492,371,706,490)
entry-label: துணை அமைப்பாளர்கள் : xyxy=(718,596,837,606)
member-entry xyxy=(719,710,932,734)
entry-label: துணை அமைப்பாளர்கள் : xyxy=(40,238,144,248)
entry-text: (1) கு.தேவேந்திரன், 5/58, கீழ்பாலப்பட்டி, மோகனூர், பரமத்திவேலூர். (2) ச.அன்புமணி, 3/501–சி, எம்.ஜி.ஆர். நகர், மேலப்பட்டி, செங்கப்பள்ளி, மோகனூர். (3) க.கந்த்ஷ், 23/1, கணபதிப்பாளையம், மணப்பள்ளி, பரமத்திவேலூர். (4) கே.ரஞ்சித், 1/120, பாவடி தெரு, மணப்பள்ளி, மோகனூர், பரமத்திவேலூர். (5) டெ.விக்னேஷ், நல்லூர் திடைவானி, மோகனூர். (6) அ.ராஜ்குமார், 2/67–சி, கீழ்பாலப்பட்டி, மோகனூர், பரமத்திவேலூர். xyxy=(40,1004,254,1111)
entry-text: (1) ச.உமாசங்கர், 5–36, பாரதி நகர், ஆர்.பிகாட்டூர், இரா.புதுப்பட்டி (அ), இராசிபுரம், நாமக்கல். (2) ச.கார்த்திக், 9–1, கல்லாவலரின் காடு, காட்டுக்கொட்டாய், இரா.புதுப்பட்டி (அ), இராசிபுரம், நாமக்கல். (3) ம.பெரியசாமி, 14–27, சந்தா நகர், இரா.புதுப்பட்டி (அ), இராசிபுரம், நாமக்கல். (4) அபிபுல்லா, 24–10, அக்னேகோயில், காட்டுக்கொட்டாய், இரா.புதுப்பட்டி (அ), இராசிபுரம், நாமக்கல். xyxy=(718,189,932,285)
entry-label: அமைப்பாளர் : xyxy=(718,1045,779,1055)
entry-text: ஆ.கார்த்திக், 14, பழையூர், படைவீடு, குமாரபாளையம். xyxy=(718,1045,932,1067)
entry-label: துணை அமைப்பாளர்கள் : xyxy=(718,1216,823,1226)
section-heading: பள்ளிப்பாளையம் தெற்கு ஒன்றியம் xyxy=(58,760,235,778)
